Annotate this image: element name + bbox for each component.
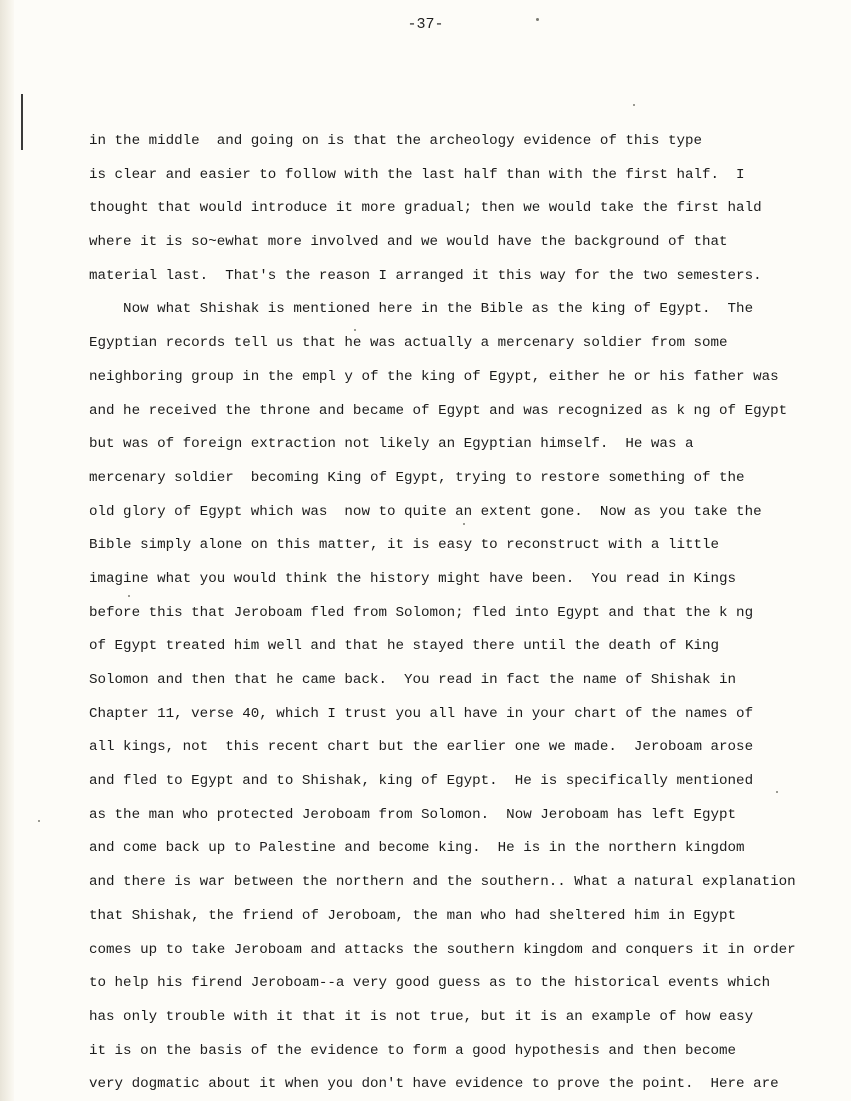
text-line: Bible simply alone on this matter, it is easy to reconstruct with a little xyxy=(89,537,720,554)
text-line: mercenary soldier becoming King of Egypt, trying to restore something of the xyxy=(89,469,745,486)
text-line: and fled to Egypt and to Shishak, king of Egypt. He is specifically mentioned xyxy=(89,773,754,790)
text-line: where it is so~ewhat more involved and we would have the background of that xyxy=(89,234,728,251)
paper-speck xyxy=(38,820,40,822)
paper-speck xyxy=(536,18,539,21)
margin-mark xyxy=(21,94,23,150)
page-number: -37- xyxy=(407,16,444,33)
paper-speck xyxy=(633,104,635,106)
text-line: material last. That's the reason I arranged it this way for the two semesters. xyxy=(89,267,762,284)
text-line: very dogmatic about it when you don't have evidence to prove the point. Here are xyxy=(89,1076,779,1093)
text-line: Egyptian records tell us that he was actually a mercenary soldier from some xyxy=(89,335,728,352)
text-line: is clear and easier to follow with the last half than with the first half. I xyxy=(89,166,745,183)
text-line: in the middle and going on is that the archeology evidence of this type xyxy=(89,133,702,149)
text-line: Now what Shishak is mentioned here in the Bible as the king of Egypt. The xyxy=(89,301,754,318)
text-line: comes up to take Jeroboam and attacks the southern kingdom and conquers it in order xyxy=(89,941,796,958)
text-line: as the man who protected Jeroboam from Solomon. Now Jeroboam has left Egypt xyxy=(89,806,737,823)
text-line: Solomon and then that he came back. You read in fact the name of Shishak in xyxy=(89,672,737,688)
paper-speck xyxy=(463,523,465,525)
paper-speck xyxy=(128,595,130,597)
text-line: it is on the basis of the evidence to form a good hypothesis and then become xyxy=(89,1042,737,1059)
text-line: neighboring group in the empl y of the king of Egypt, either he or his father was xyxy=(89,368,779,385)
text-line: and there is war between the northern and the southern.. What a natural explanation xyxy=(89,874,796,891)
text-line: before this that Jeroboam fled from Solomon; fled into Egypt and that the k ng xyxy=(89,604,754,621)
text-line: imagine what you would think the history might have been. You read in Kings xyxy=(89,570,737,587)
text-line: of Egypt treated him well and that he stayed there until the death of King xyxy=(89,638,720,655)
text-line: old glory of Egypt which was now to quite an extent gone. Now as you take the xyxy=(89,503,762,520)
body-text xyxy=(89,131,809,1101)
text-line: all kings, not this recent chart but the earlier one we made. Jeroboam arose xyxy=(89,739,754,756)
text-line: that Shishak, the friend of Jeroboam, the man who had sheltered him in Egypt xyxy=(89,907,737,924)
text-line: but was of foreign extraction not likely an Egyptian himself. He was a xyxy=(89,436,694,453)
paper-speck xyxy=(776,791,778,793)
text-line: to help his firend Jeroboam--a very good guess as to the historical events which xyxy=(89,975,771,992)
text-line: and come back up to Palestine and become king. He is in the northern kingdom xyxy=(89,840,745,857)
text-line: thought that would introduce it more gradual; then we would take the first hald xyxy=(89,200,762,217)
text-line: has only trouble with it that it is not true, but it is an example of how easy xyxy=(89,1008,754,1025)
paper-edge-shadow xyxy=(0,0,14,1101)
text-line: Chapter 11, verse 40, which I trust you all have in your chart of the names of xyxy=(89,705,754,722)
text-line: and he received the throne and became of Egypt and was recognized as k ng of Egypt xyxy=(89,402,788,419)
paper-speck xyxy=(354,329,356,331)
